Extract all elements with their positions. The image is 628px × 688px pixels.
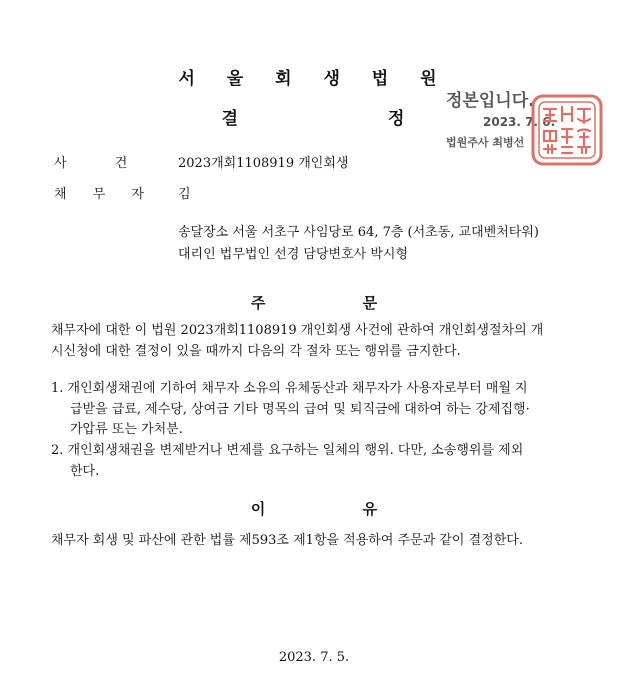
debtor-name: 김 <box>178 187 191 202</box>
certification-date: 2023. 7. 6. <box>483 115 556 129</box>
certified-copy-stamp: 정본입니다. <box>446 91 535 111</box>
case-number: 2023개회1108919 개인회생 <box>178 156 349 171</box>
order-item-2-line-1: 2. 개인회생채권을 변제받거나 변제를 요구하는 일체의 행위. 다만, 소송행위를 제외 <box>51 443 524 458</box>
document-title: 결 정 <box>221 109 477 129</box>
order-heading: 주 문 <box>250 294 424 312</box>
order-intro-line-2: 시신청에 대한 결정이 있을 때까지 다음의 각 절차 또는 행위를 금지한다. <box>51 344 461 359</box>
reason-text: 채무자 회생 및 파산에 관한 법률 제593조 제1항을 적용하여 주문과 같이 결정한다. <box>51 533 523 548</box>
service-address: 송달장소 서울 서초구 사임당로 64, 7층 (서초동, 교대벤처타워) <box>178 225 539 240</box>
legal-agent: 대리인 법무법인 선경 담당변호사 박시형 <box>178 247 409 262</box>
order-intro-line-1: 채무자에 대한 이 법원 2023개회1108919 개인회생 사건에 관하여 개인회생절차의 개 <box>51 323 544 338</box>
court-clerk: 법원주사 최병선 <box>446 136 525 149</box>
case-label: 사 건 <box>54 156 150 171</box>
court-seal-icon <box>530 93 604 167</box>
order-item-2-line-2: 한다. <box>70 464 100 479</box>
order-item-1-line-2: 급받을 급료, 제수당, 상여금 기타 명목의 급여 및 퇴직금에 대하여 하는 강제집행· <box>70 402 530 417</box>
order-item-1-line-1: 1. 개인회생채권에 기하여 채무자 소유의 유체동산과 채무자가 사용자로부터 매월 지 <box>51 381 528 396</box>
court-name: 서 울 회 생 법 원 <box>178 69 450 89</box>
order-item-1-line-3: 가압류 또는 가처분. <box>70 422 183 437</box>
decision-date: 2023. 7. 5. <box>278 650 350 665</box>
debtor-label: 채 무 자 <box>54 187 155 202</box>
reason-heading: 이 유 <box>250 500 424 518</box>
